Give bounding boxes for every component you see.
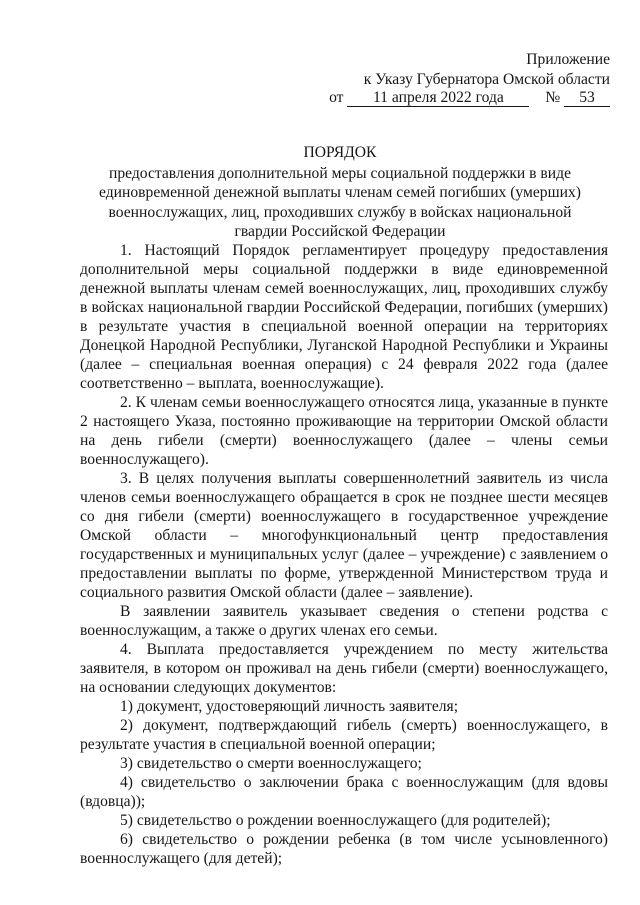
decree-date: 11 апреля 2022 года xyxy=(347,90,529,107)
title-line: гвардии Российской Федерации xyxy=(234,223,446,240)
paragraph-2: 2. К членам семьи военнослужащего относятся лица, указанные в пункте 2 настоящего Указа, постоянно проживающие на территории Омской области на день гибели (смерти) военнослужащего (далее – члены семьи военнослужащего). xyxy=(80,394,608,468)
title-line: военнослужащих, лиц, проходивших службу в войсках национальной xyxy=(108,203,572,221)
decree-number: 53 xyxy=(564,90,610,107)
paragraph-3-note: В заявлении заявитель указывает сведения о степени родства с военнослужащим, а также о других членах его семьи. xyxy=(80,603,608,639)
title-main: ПОРЯДОК xyxy=(303,144,377,161)
decree-date-line xyxy=(329,88,610,108)
title-line: единовременной денежной выплаты членам семей погибших (умерших) xyxy=(99,184,581,201)
appendix-decree-reference: к Указу Губернатора Омской области xyxy=(363,71,610,88)
date-prefix: от xyxy=(329,89,344,106)
paragraph-3: 3. В целях получения выплаты совершеннолетний заявитель из числа членов семьи военнослужащего обращается в срок не позднее шести месяцев со дня гибели (смерти) военнослужащего в государственное учреждение Омской области – многофункциональный центр предоставления государственных и муниципальных услуг (далее – учреждение) с заявлением о предоставлении выплаты по форме, утвержденной Министерством труда и социального развития Омской области (далее – заявление). xyxy=(80,470,608,601)
document-body xyxy=(80,241,608,868)
document-title xyxy=(80,143,600,242)
list-item-5: 5) свидетельство о рождении военнослужащего (для родителей); xyxy=(120,812,551,829)
list-item-6: 6) свидетельство о рождении ребенка (в том числе усыновленного) военнослужащего (для детей); xyxy=(80,831,608,867)
paragraph-4: 4. Выплата предоставляется учреждением по месту жительства заявителя, в котором он проживал на день гибели (смерти) военнослужащего, на основании следующих документов: xyxy=(80,641,608,696)
list-item-3: 3) свидетельство о смерти военнослужащего; xyxy=(120,755,422,772)
list-item-1: 1) документ, удостоверяющий личность заявителя; xyxy=(120,698,459,715)
appendix-header xyxy=(280,50,610,90)
number-sign: № xyxy=(545,89,561,106)
list-item-2: 2) документ, подтверждающий гибель (смерть) военнослужащего, в результате участия в специальной военной операции; xyxy=(80,717,608,753)
list-item-4: 4) свидетельство о заключении брака с военнослужащим (для вдовы (вдовца)); xyxy=(80,774,608,810)
appendix-label: Приложение xyxy=(526,51,610,68)
title-line: предоставления дополнительной меры социальной поддержки в виде xyxy=(108,164,571,182)
paragraph-1: 1. Настоящий Порядок регламентирует процедуру предоставления дополнительной меры социальной поддержки в виде единовременной денежной выплаты членам семей военнослужащих, лиц, проходивших службу в войсках национальной гвардии Российской Федерации, погибших (умерших) в результате участия в специальной военной операции на территориях Донецкой Народной Республики, Луганской Народной Республики и Украины (далее – специальная военная операция) с 24 февраля 2022 года (далее соответственно – выплата, военнослужащие). xyxy=(80,242,608,392)
